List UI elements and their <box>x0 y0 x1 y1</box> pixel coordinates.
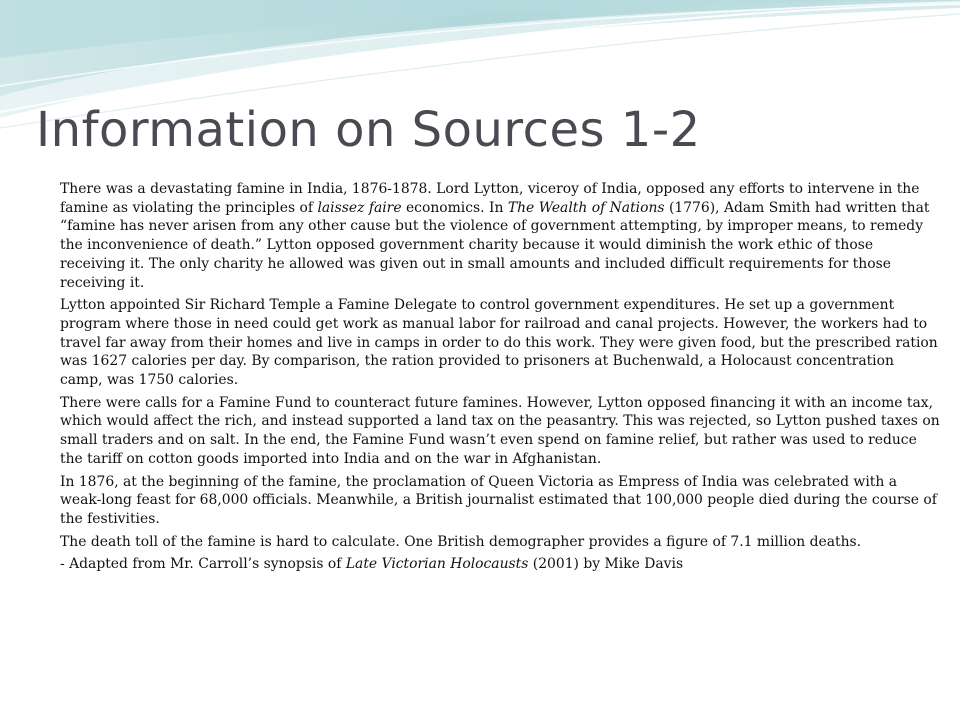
book-title-wealth-of-nations: The Wealth of Nations <box>507 199 665 216</box>
laissez-faire-term: laissez faire <box>317 199 402 216</box>
slide-title: Information on Sources 1-2 <box>36 102 701 158</box>
paragraph-5: The death toll of the famine is hard to calculate. One British demographer provides a figure of 7.1 million deaths. <box>60 533 862 550</box>
paragraph-2: Lytton appointed Sir Richard Temple a Famine Delegate to control government expenditures. He set up a government program where those in need could get work as manual labor for railroad and canal projects. However, the workers had to travel far away from their homes and live in camps in order to do this work. They were given food, but the prescribed ration was 1627 calories per day. By comparison, the ration provided to prisoners at Buchenwald, a Holocaust concentration camp, was 1750 calories. <box>60 297 938 389</box>
slide-body <box>60 180 940 578</box>
paragraph-1: There was a devastating famine in India, 1876-1878. Lord Lytton, viceroy of India, opposed any efforts to intervene in the famine as violating the principles of laissez faire economics. In The Wealth of Nations (1776), Adam Smith had written that “famine has never arisen from any other cause but the violence of government attempting, by improper means, to remedy the inconvenience of death.” Lytton opposed government charity because it would diminish the work ethic of those receiving it. The only charity he allowed was given out in small amounts and included difficult requirements for those receiving it. <box>60 181 930 291</box>
book-title-late-victorian-holocausts: Late Victorian Holocausts <box>345 556 529 573</box>
source-attribution: - Adapted from Mr. Carroll’s synopsis of Late Victorian Holocausts (2001) by Mike Davis <box>60 556 684 573</box>
paragraph-3: There were calls for a Famine Fund to counteract future famines. However, Lytton opposed financing it with an income tax, which would affect the rich, and instead supported a land tax on the peasantry. This was rejected, so Lytton pushed taxes on small traders and on salt. In the end, the Famine Fund wasn’t even spend on famine relief, but rather was used to reduce the tariff on cotton goods imported into India and on the war in Afghanistan. <box>60 394 940 467</box>
paragraph-4: In 1876, at the beginning of the famine, the proclamation of Queen Victoria as Empress of India was celebrated with a weak-long feast for 68,000 officials. Meanwhile, a British journalist estimated that 100,000 people died during the course of the festivities. <box>60 473 937 527</box>
